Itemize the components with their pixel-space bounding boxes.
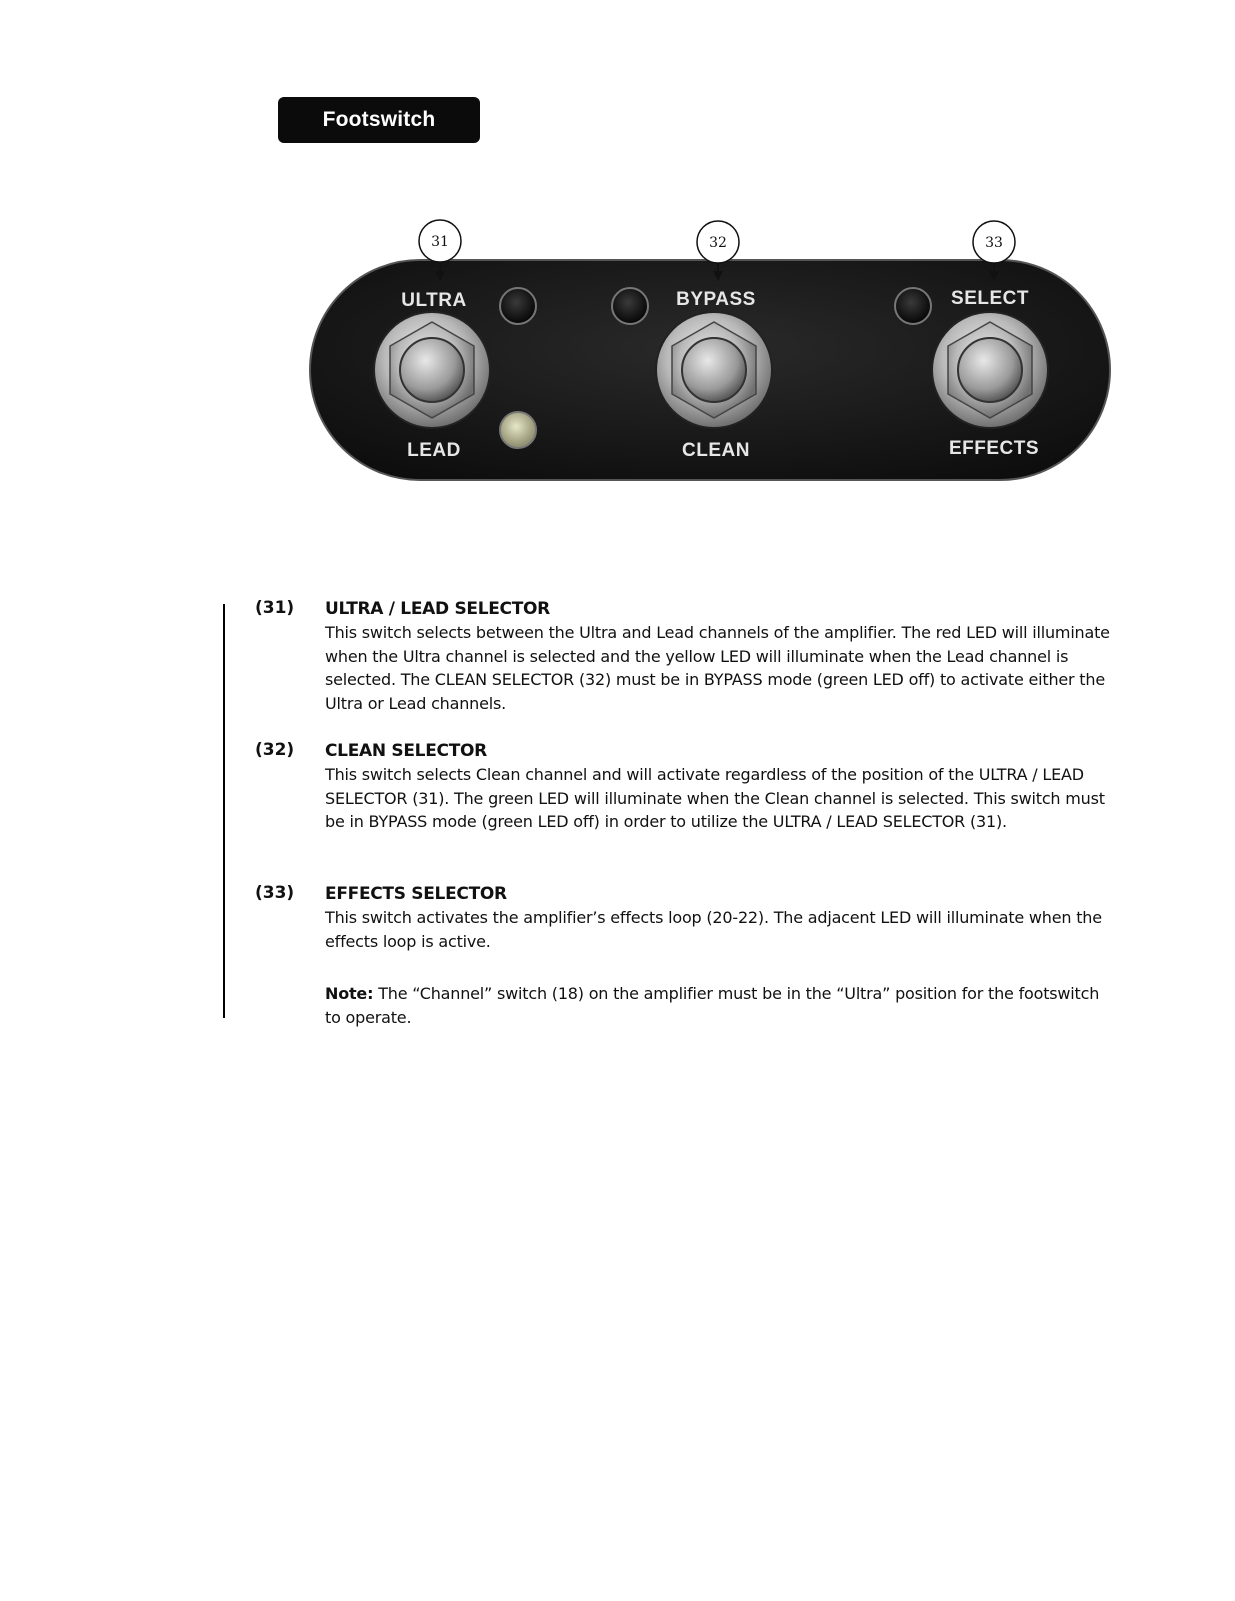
- item-title: ULTRA / LEAD SELECTOR: [325, 599, 550, 619]
- callout-31-number: 31: [431, 234, 449, 250]
- bypass-label: BYPASS: [676, 289, 756, 310]
- callout-32-number: 32: [709, 235, 727, 251]
- item-number: (33): [255, 883, 295, 903]
- note-text: The “Channel” switch (18) on the amplifier must be in the “Ultra” position for the footswitch to operate.: [325, 984, 1100, 1027]
- revision-bar: [223, 604, 225, 1018]
- effects-led-icon: [895, 288, 931, 324]
- footswitch-diagram: [300, 215, 1120, 490]
- ultra-lead-footswitch[interactable]: [374, 312, 490, 428]
- item-number: (32): [255, 740, 295, 760]
- ultra-label: ULTRA: [401, 290, 467, 311]
- clean-label: CLEAN: [682, 440, 750, 461]
- item-description: This switch activates the amplifier’s effects loop (20-22). The adjacent LED will illuminate when the effects loop is active.: [325, 908, 1102, 951]
- bypass-clean-footswitch[interactable]: [656, 312, 772, 428]
- item-description: This switch selects Clean channel and will activate regardless of the position of the ULTRA / LEAD SELECTOR (31). The green LED will illuminate when the Clean channel is selected. This switch must be in BYPASS mode (green LED off) in order to utilize the ULTRA / LEAD SELECTOR (31).: [325, 765, 1105, 831]
- ultra-led-icon: [500, 288, 536, 324]
- item-description: This switch selects between the Ultra and Lead channels of the amplifier. The red LED will illuminate when the Ultra channel is selected and the yellow LED will illuminate when the Lead channel is selected. The CLEAN SELECTOR (32) must be in BYPASS mode (green LED off) to activate either the Ultra or Lead channels.: [325, 623, 1110, 713]
- select-label: SELECT: [951, 288, 1029, 309]
- callout-33-number: 33: [985, 235, 1003, 251]
- lead-led-icon: [500, 412, 536, 448]
- item-title: EFFECTS SELECTOR: [325, 884, 507, 904]
- note-paragraph: [325, 982, 1115, 1029]
- item-title: CLEAN SELECTOR: [325, 741, 487, 761]
- item-number: (31): [255, 598, 295, 618]
- select-effects-footswitch[interactable]: [932, 312, 1048, 428]
- note-label: Note:: [325, 984, 374, 1003]
- lead-label: LEAD: [407, 440, 461, 461]
- section-title: Footswitch: [278, 97, 480, 143]
- clean-led-icon: [612, 288, 648, 324]
- effects-label: EFFECTS: [948, 438, 1040, 459]
